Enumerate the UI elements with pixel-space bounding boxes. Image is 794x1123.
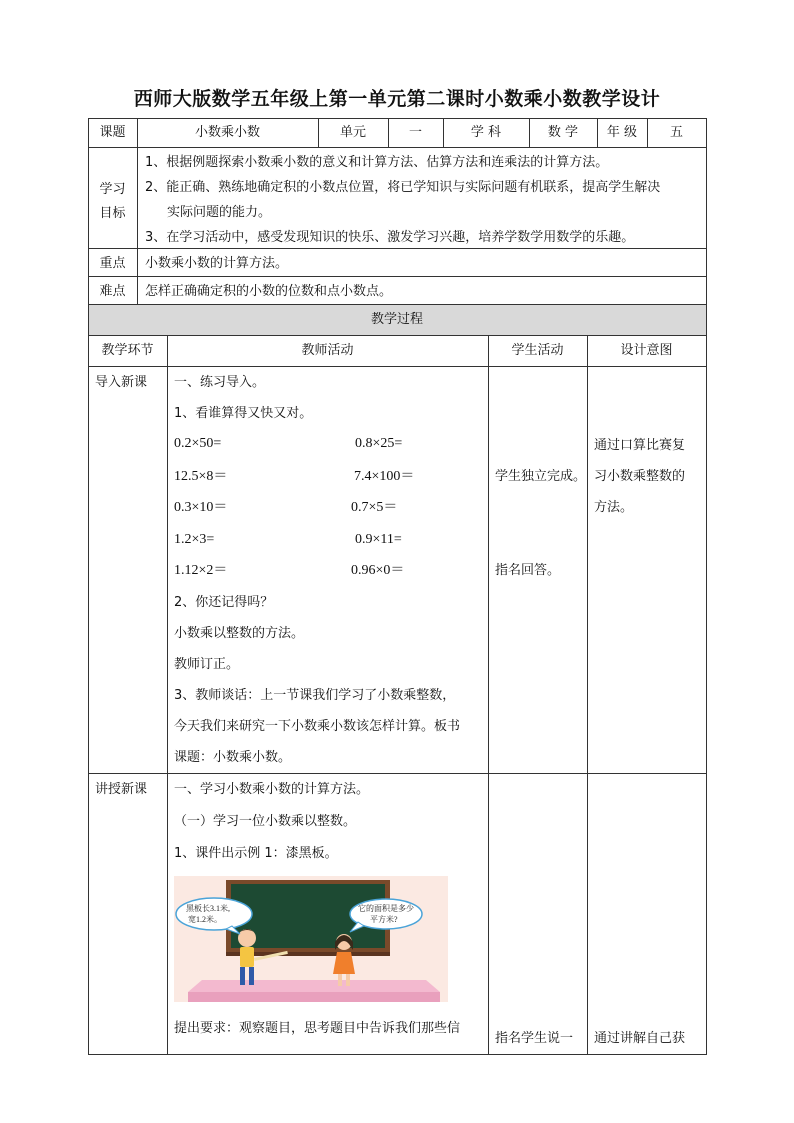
topic-value: 小数乘小数 — [194, 125, 260, 140]
goal-line-2: 2、能正确、熟练地确定积的小数点位置，将已学知识与实际问题有机联系，提高学生解决 — [145, 180, 661, 195]
exercise-2a: 12.5×8＝ — [174, 469, 228, 484]
goal-line-2b: 实际问题的能力。 — [167, 205, 272, 220]
goals-label-1: 学习 — [99, 182, 126, 197]
process-header: 教学过程 — [370, 312, 423, 327]
grade-label: 年 级 — [606, 125, 638, 140]
difficulty-label: 难点 — [99, 284, 126, 299]
exercise-4a: 1.2×3= — [174, 532, 215, 547]
key-label: 重点 — [99, 256, 126, 271]
intro-line-6: 3、教师谈话：上一节课我们学习了小数乘整数， — [174, 688, 456, 703]
exercise-5a: 1.12×2＝ — [174, 563, 228, 578]
intent-line-4: 通过讲解自己获 — [594, 1031, 686, 1046]
exercise-1a: 0.2×50= — [174, 436, 222, 451]
student-activity-3: 指名学生说一 — [495, 1031, 574, 1046]
intent-line-1: 通过口算比赛复 — [594, 438, 686, 453]
exercise-2b: 7.4×100＝ — [354, 469, 415, 484]
lesson-line-2: （一）学习一位小数乘以整数。 — [174, 814, 357, 829]
key-value: 小数乘小数的计算方法。 — [145, 256, 289, 271]
intro-line-5: 教师订正。 — [174, 657, 240, 672]
bubble-left-text-2: 宽1.2米。 — [188, 915, 222, 924]
exercise-1b: 0.8×25= — [355, 436, 403, 451]
col-intent: 设计意图 — [620, 343, 673, 358]
col-stage: 教学环节 — [101, 343, 154, 358]
lesson-line-4: 提出要求：观察题目，思考题目中告诉我们那些信 — [174, 1021, 461, 1036]
subject-value: 数 学 — [547, 125, 579, 140]
intro-line-4: 小数乘以整数的方法。 — [174, 626, 305, 641]
unit-label: 单元 — [339, 125, 366, 140]
intent-line-3: 方法。 — [594, 500, 634, 515]
intro-line-8: 课题：小数乘小数。 — [174, 750, 292, 765]
stage-new-lesson: 讲授新课 — [95, 782, 148, 797]
grade-value: 五 — [669, 125, 683, 140]
intro-line-3: 2、你还记得吗？ — [174, 595, 274, 610]
intro-line-1: 一、练习导入。 — [174, 375, 266, 390]
unit-value: 一 — [408, 125, 422, 140]
exercise-5b: 0.96×0＝ — [351, 563, 405, 578]
bubble-right-text-2: 平方米? — [370, 915, 398, 924]
student-activity-2: 指名回答。 — [495, 563, 561, 578]
lesson-line-1: 一、学习小数乘小数的计算方法。 — [174, 782, 370, 797]
exercise-3a: 0.3×10＝ — [174, 500, 228, 515]
stage-intro: 导入新课 — [95, 375, 148, 390]
goal-line-3: 3、在学习活动中，感受发现知识的快乐、激发学习兴趣，培养学数学用数学的乐趣。 — [145, 230, 635, 245]
intent-line-2: 习小数乘整数的 — [594, 469, 686, 484]
intro-line-7: 今天我们来研究一下小数乘小数该怎样计算。板书 — [174, 719, 461, 734]
blackboard-illustration — [174, 876, 448, 1002]
goal-line-1: 1、根据例题探索小数乘小数的意义和计算方法、估算方法和连乘法的计算方法。 — [145, 155, 609, 170]
intro-line-2: 1、看谁算得又快又对。 — [174, 406, 313, 421]
topic-label: 课题 — [99, 125, 126, 140]
bubble-left-text-1: 黑板长3.1米, — [186, 904, 230, 913]
col-student: 学生活动 — [511, 343, 564, 358]
difficulty-value: 怎样正确确定积的小数的位数和点小数点。 — [145, 284, 393, 299]
subject-label: 学 科 — [470, 125, 502, 140]
col-teacher: 教师活动 — [301, 343, 354, 358]
bubble-right-text-1: 它的面积是多少 — [358, 904, 414, 913]
lesson-line-3: 1、课件出示例 1：漆黑板。 — [174, 846, 338, 861]
goals-label-2: 目标 — [99, 206, 126, 221]
document-title: 西师大版数学五年级上第一单元第二课时小数乘小数教学设计 — [133, 88, 661, 110]
exercise-4b: 0.9×11= — [355, 532, 402, 547]
student-activity-1: 学生独立完成。 — [495, 469, 587, 484]
exercise-3b: 0.7×5＝ — [351, 500, 398, 515]
